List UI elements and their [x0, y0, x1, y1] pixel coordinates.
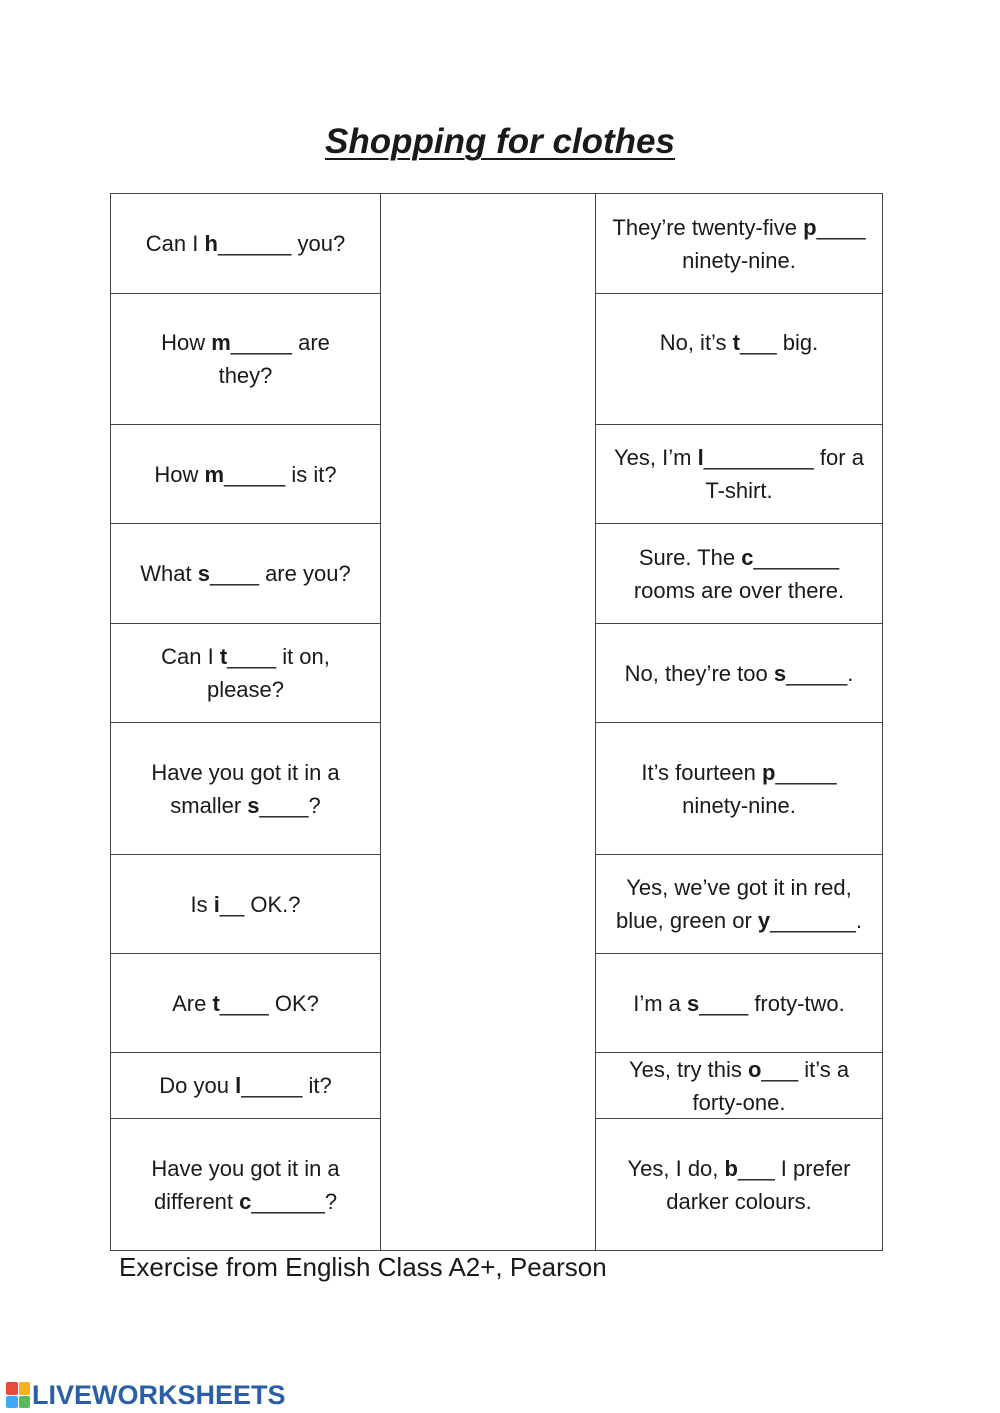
question-cell [111, 1119, 381, 1251]
cell-text: What s____ are you? [140, 561, 351, 586]
answer-cell [596, 954, 883, 1053]
cell-text: How m_____ are they? [161, 330, 330, 388]
cell-text: They’re twenty-five p____ ninety-nine. [612, 214, 866, 273]
logo-square [6, 1396, 18, 1409]
matching-gap-column [381, 194, 596, 1251]
logo-square [6, 1382, 18, 1395]
logo-badge-icon [6, 1382, 30, 1408]
cell-text: Sure. The c_______ rooms are over there. [633, 544, 845, 603]
cell-text: Yes, I’m l_________ for a T-shirt. [614, 445, 864, 503]
cell-text: Do you l_____ it? [159, 1073, 332, 1098]
liveworksheets-logo [6, 1380, 286, 1410]
cell-text: Are t____ OK? [172, 990, 319, 1016]
question-cell [111, 855, 381, 954]
worksheet-title: Shopping for clothes [325, 122, 675, 161]
cell-text: Have you got it in a different c______? [151, 1155, 340, 1214]
answer-cell [596, 855, 883, 954]
cell-text: I’m a s____ froty-two. [633, 990, 845, 1016]
cell-text: Have you got it in a smaller s____? [151, 759, 340, 818]
cell-text: It’s fourteen p_____ ninety-nine. [641, 759, 837, 818]
answer-cell [596, 1053, 883, 1119]
matching-table [110, 193, 883, 1251]
cell-text: Can I t____ it on, please? [161, 644, 330, 702]
question-cell [111, 954, 381, 1053]
logo-square [19, 1396, 31, 1409]
answer-cell [596, 723, 883, 855]
question-cell [111, 1053, 381, 1119]
question-cell [111, 425, 381, 524]
cell-text: Yes, I do, b___ I prefer darker colours. [627, 1155, 851, 1214]
cell-text: Is i__ OK.? [190, 891, 301, 917]
cell-text: Yes, we’ve got it in red, blue, green or y_______. [616, 875, 862, 933]
answer-cell [596, 194, 883, 294]
answer-cell [596, 1119, 883, 1251]
cell-text: No, they’re too s_____. [624, 660, 854, 686]
question-cell [111, 524, 381, 624]
answer-cell [596, 425, 883, 524]
question-cell [111, 723, 381, 855]
cell-text: No, it’s t___ big. [659, 330, 819, 355]
question-cell [111, 194, 381, 294]
source-credit: Exercise from English Class A2+, Pearson [119, 1252, 607, 1282]
cell-text: Can I h______ you? [145, 231, 346, 256]
answer-cell [596, 624, 883, 723]
logo-square [19, 1382, 31, 1395]
answer-cell [596, 294, 883, 425]
question-cell [111, 624, 381, 723]
cell-text: Yes, try this o___ it’s a forty-one. [628, 1056, 850, 1115]
cell-text: How m_____ is it? [154, 461, 337, 487]
logo-text: LIVEWORKSHEETS [32, 1379, 286, 1410]
question-cell [111, 294, 381, 425]
answer-cell [596, 524, 883, 624]
